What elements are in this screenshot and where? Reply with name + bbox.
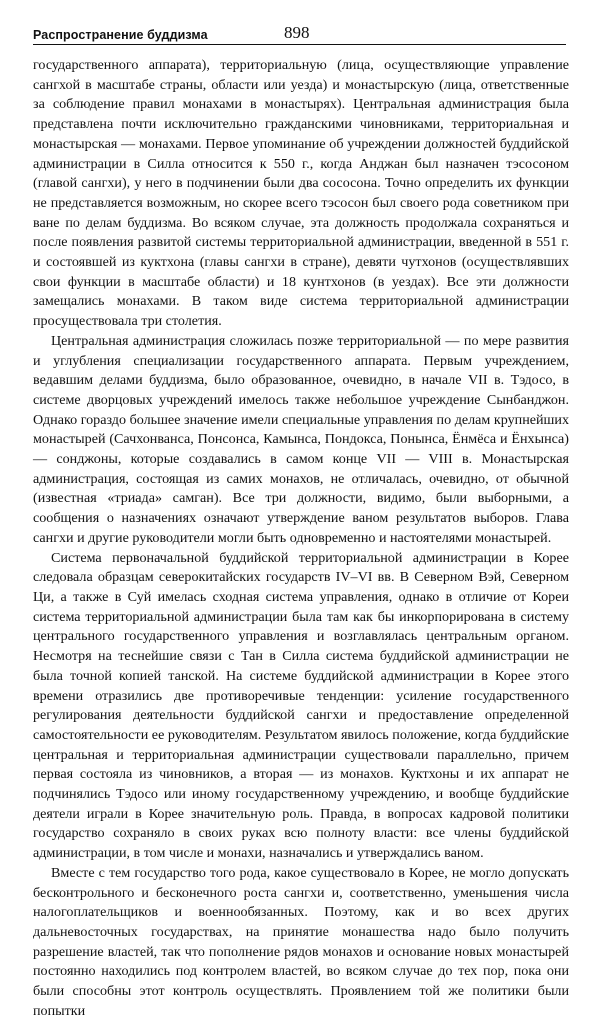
body-text [33,56,569,1021]
paragraph: Вместе с тем государство того рода, какое существовало в Корее, не могло допускать бесконтрольного и бесконечного роста сангхи и, соответственно, уменьшения числа налогоплательщиков и военнообязанных. Поэтому, как и во всех других дальневосточных государствах, на принятие монашества надо было получить разрешение властей, так что пополнение рядов монахов и основание новых монастырей постоянно находились под контролем властей, во всяком случае до тех пор, пока они были способны этот контроль осуществлять. Проявлением той же политики были попытки [33,864,569,1019]
header-rule [33,44,566,45]
page-header [33,22,566,46]
paragraph: Центральная администрация сложилась позже территориальной — по мере развития и углубления специализации государственного аппарата. Первым учреждением, ведавшим делами буддизма, было образованное, очевидно, в начале VII в. Тэдосо, в системе дворцовых учреждений имелось также небольшое учреждение Сынбанджон. Однако гораздо большее значение имели специальные управления по делам крупнейших монастырей (Сачхонванса, Понсонса, Камынса, Пондокса, Понынса, Ёнмёса и Ёнхынса) — сонджоны, которые создавались в самом конце VII — VIII в. Монастырская администрация, состоящая из самих монахов, не отличалась, очевидно, от обычной (известная «триада» самган). Все три должности, видимо, были выборными, а сообщения о назначениях означают утверждение ваном результатов выборов. Глава сангхи и другие руководители могли быть одновременно и настоятелями монастырей. [33,332,569,546]
running-title: Распространение буддизма [33,28,208,42]
page-number: 898 [284,23,310,42]
paragraph: Система первоначальной буддийской территориальной администрации в Корее следовала образцам северокитайских государств IV–VI вв. В Северном Вэй, Северном Ци, а также в Суй имелась сходная система управления, однако в отличие от Кореи система территориальной администрации была там как бы инкорпорирована в систему центрального государственного управления и возглавлялась центральным органом. Несмотря на теснейшие связи с Тан в Силла система буддийской администрации не была точной копией танской. На системе буддийской администрации в Корее этого времени отразились две противоречивые тенденции: усиление государственного регулирования деятельности буддийской сангхи и предоставление определенной самостоятельности ее руководителям. Результатом явилось положение, когда буддийские центральная и территориальная администрации существовали параллельно, причем первая состояла из чиновников, а вторая — из монахов. Куктхоны и их аппарат не подчинялись Тэдосо или иному государственному учреждению, и вообще буддийские деятели играли в Корее значительную роль. Правда, в вопросах кадровой политики государство сохраняло в своих руках всю полноту власти: все члены буддийской администрации, в том числе и монахи, назначались и утверждались ваном. [33,549,569,862]
paragraph: государственного аппарата), территориальную (лица, осуществляющие управление сангхой в масштабе страны, области или уезда) и монастырскую (лица, ответственные за соблюдение правил монахами в монастырях). Центральная администрация была представлена почти исключительно гражданскими чиновниками, территориальная и монастырская — монахами. Первое упоминание об учреждении должностей буддийской администрации в Силла относится к 550 г., когда Анджан был назначен тэсосоном (главой сангхи), у него в подчинении были два сососона. Точно определить их функции не представляется возможным, но скорее всего тэсосон был своего рода советником при ване по делам буддизма. Во всяком случае, эта должность продолжала сохраняться и после появления развитой системы территориальной администрации, введенной в 551 г. и состоявшей из куктхона (главы сангхи в стране), девяти чутхонов (осуществлявших свои функции в масштабе области) и 18 кунтхонов (в уездах). Все эти должности замещались монахами. В таком виде система территориальной администрации просуществовала три столетия. [33,57,569,330]
